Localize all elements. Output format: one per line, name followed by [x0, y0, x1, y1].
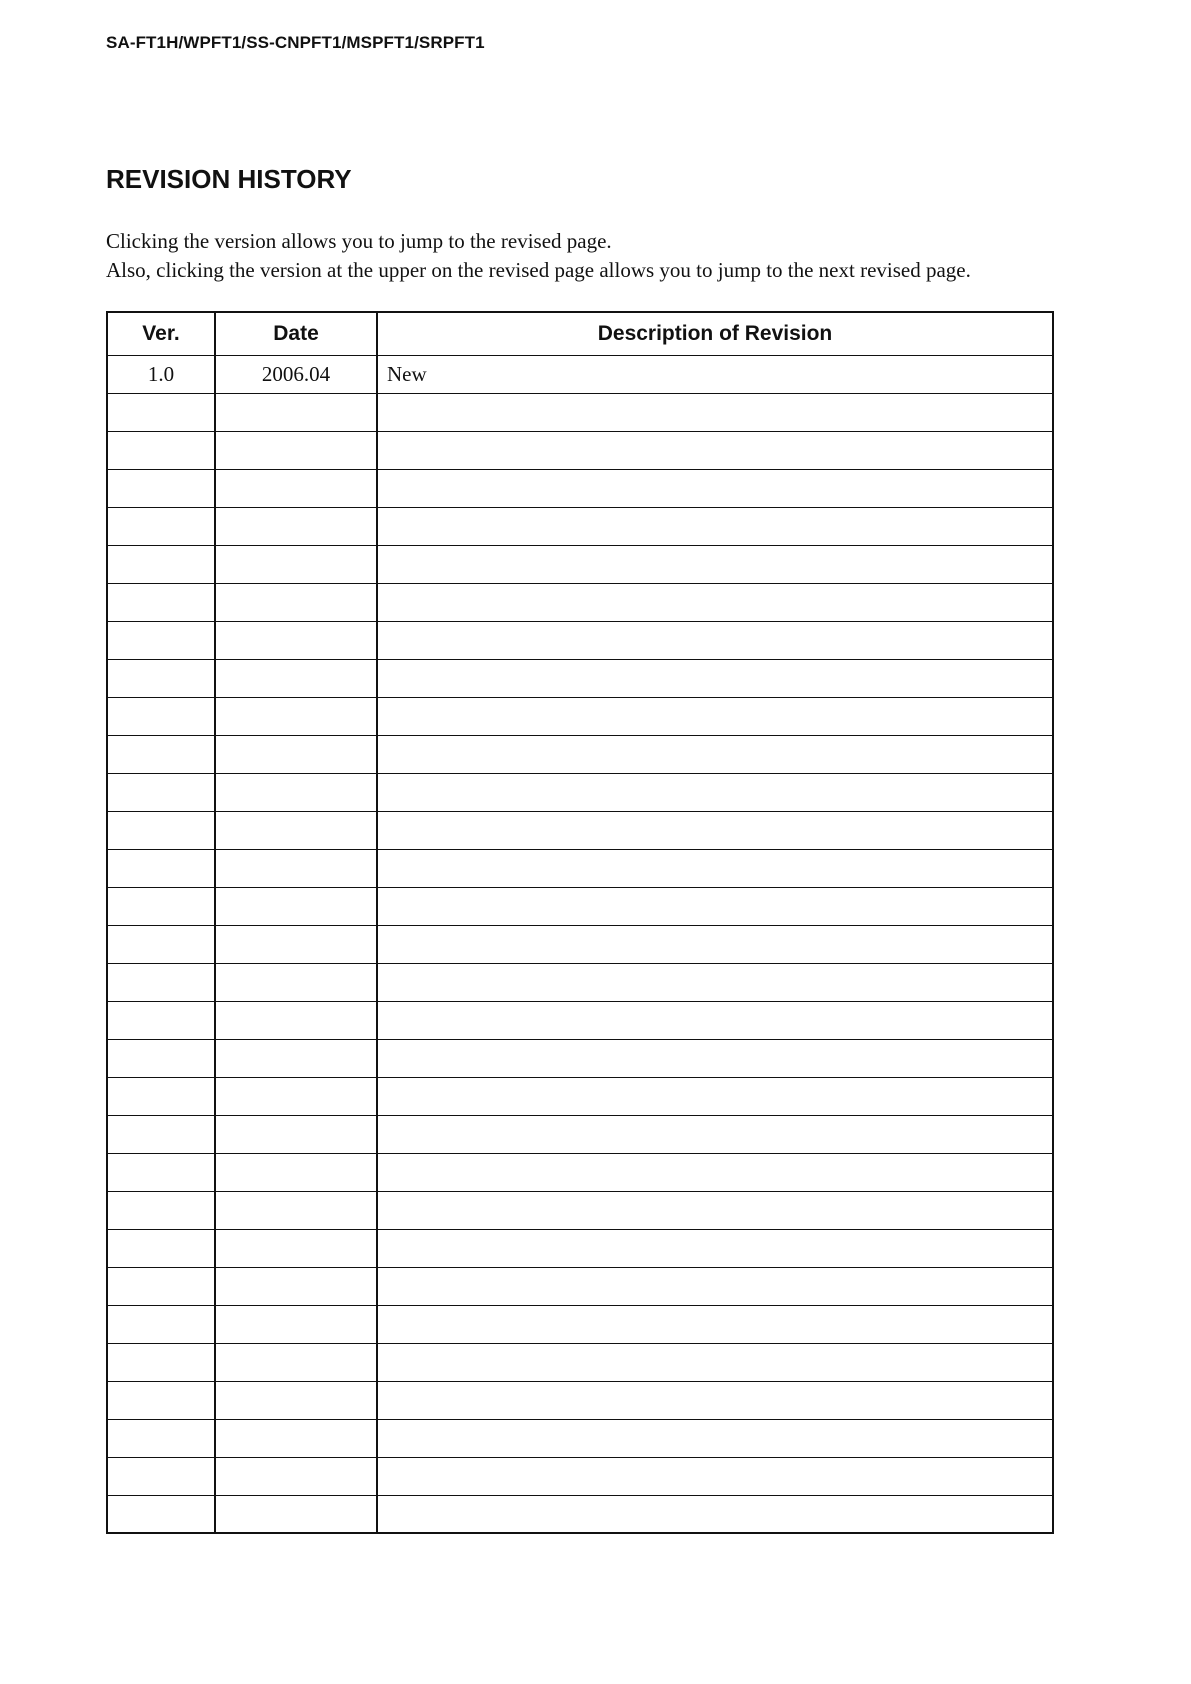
revision-date-cell	[215, 1381, 377, 1419]
revision-date-cell	[215, 925, 377, 963]
revision-date-cell	[215, 1115, 377, 1153]
revision-date-cell: 2006.04	[215, 355, 377, 393]
table-row	[107, 1419, 1053, 1457]
revision-version-cell[interactable]: 1.0	[107, 355, 215, 393]
revision-version-cell	[107, 1495, 215, 1533]
table-row	[107, 963, 1053, 1001]
table-header-row	[107, 312, 1053, 355]
column-header-ver: Ver.	[107, 312, 215, 355]
revision-description-cell	[377, 1457, 1053, 1495]
revision-version-cell	[107, 1153, 215, 1191]
revision-date-cell	[215, 735, 377, 773]
table-row	[107, 659, 1053, 697]
revision-description-cell	[377, 1267, 1053, 1305]
revision-date-cell	[215, 1191, 377, 1229]
revision-description-cell	[377, 1001, 1053, 1039]
revision-date-cell	[215, 849, 377, 887]
revision-description-cell	[377, 1381, 1053, 1419]
revision-version-cell	[107, 507, 215, 545]
table-row	[107, 545, 1053, 583]
revision-description-cell	[377, 621, 1053, 659]
table-row	[107, 925, 1053, 963]
revision-date-cell	[215, 1001, 377, 1039]
revision-version-cell	[107, 1039, 215, 1077]
revision-description-cell	[377, 1191, 1053, 1229]
revision-version-cell	[107, 811, 215, 849]
revision-version-cell	[107, 1191, 215, 1229]
revision-date-cell	[215, 1039, 377, 1077]
revision-description-cell	[377, 1419, 1053, 1457]
table-row	[107, 1001, 1053, 1039]
table-row	[107, 507, 1053, 545]
table-row	[107, 1229, 1053, 1267]
revision-version-cell	[107, 545, 215, 583]
revision-date-cell	[215, 1495, 377, 1533]
revision-date-cell	[215, 393, 377, 431]
revision-date-cell	[215, 697, 377, 735]
revision-version-cell	[107, 1267, 215, 1305]
column-header-date: Date	[215, 312, 377, 355]
revision-version-cell	[107, 1381, 215, 1419]
revision-version-cell	[107, 659, 215, 697]
revision-version-cell	[107, 1343, 215, 1381]
revision-version-cell	[107, 887, 215, 925]
revision-version-cell	[107, 1115, 215, 1153]
table-row	[107, 773, 1053, 811]
revision-description-cell	[377, 1115, 1053, 1153]
revision-description-cell	[377, 773, 1053, 811]
revision-date-cell	[215, 659, 377, 697]
revision-date-cell	[215, 507, 377, 545]
table-row	[107, 1267, 1053, 1305]
revision-description-cell	[377, 887, 1053, 925]
table-row	[107, 1381, 1053, 1419]
revision-date-cell	[215, 963, 377, 1001]
revision-version-cell	[107, 773, 215, 811]
table-row	[107, 621, 1053, 659]
revision-version-cell	[107, 1077, 215, 1115]
revision-date-cell	[215, 431, 377, 469]
revision-description-cell	[377, 1229, 1053, 1267]
revision-date-cell	[215, 1267, 377, 1305]
revision-date-cell	[215, 1457, 377, 1495]
table-row	[107, 1115, 1053, 1153]
revision-description-cell	[377, 1039, 1053, 1077]
table-row	[107, 1039, 1053, 1077]
model-number-header: SA-FT1H/WPFT1/SS-CNPFT1/MSPFT1/SRPFT1	[106, 33, 485, 52]
table-row	[107, 1457, 1053, 1495]
table-row	[107, 469, 1053, 507]
revision-description-cell	[377, 1305, 1053, 1343]
revision-date-cell	[215, 583, 377, 621]
table-row	[107, 1495, 1053, 1533]
revision-version-cell	[107, 697, 215, 735]
table-row	[107, 1305, 1053, 1343]
column-header-description: Description of Revision	[377, 312, 1053, 355]
revision-version-cell	[107, 583, 215, 621]
table-row	[107, 1343, 1053, 1381]
revision-description-cell	[377, 583, 1053, 621]
intro-line-2: Also, clicking the version at the upper on the revised page allows you to jump to the next revised page.	[106, 258, 971, 282]
revision-date-cell	[215, 621, 377, 659]
table-row	[107, 1077, 1053, 1115]
table-row	[107, 393, 1053, 431]
table-row	[107, 1191, 1053, 1229]
revision-version-cell	[107, 621, 215, 659]
table-row	[107, 849, 1053, 887]
revision-description-cell	[377, 507, 1053, 545]
revision-version-cell	[107, 1229, 215, 1267]
revision-description-cell	[377, 1153, 1053, 1191]
page-title: REVISION HISTORY	[106, 164, 352, 194]
revision-date-cell	[215, 1419, 377, 1457]
table-row	[107, 811, 1053, 849]
revision-version-cell	[107, 963, 215, 1001]
revision-description-cell	[377, 849, 1053, 887]
revision-description-cell	[377, 545, 1053, 583]
revision-date-cell	[215, 887, 377, 925]
revision-version-cell	[107, 1457, 215, 1495]
revision-version-cell	[107, 1419, 215, 1457]
revision-description-cell	[377, 735, 1053, 773]
revision-date-cell	[215, 545, 377, 583]
revision-table	[106, 311, 1054, 1534]
revision-version-cell	[107, 469, 215, 507]
revision-date-cell	[215, 1229, 377, 1267]
revision-description-cell	[377, 469, 1053, 507]
revision-rows	[107, 355, 1053, 1533]
table-row	[107, 697, 1053, 735]
revision-version-cell	[107, 925, 215, 963]
revision-date-cell	[215, 1305, 377, 1343]
revision-description-cell	[377, 393, 1053, 431]
revision-description-cell	[377, 431, 1053, 469]
revision-description-cell	[377, 1343, 1053, 1381]
revision-version-cell	[107, 735, 215, 773]
table-row	[107, 887, 1053, 925]
table-row	[107, 431, 1053, 469]
revision-version-cell	[107, 431, 215, 469]
revision-date-cell	[215, 811, 377, 849]
table-row	[107, 735, 1053, 773]
table-row	[107, 355, 1053, 393]
intro-text	[106, 227, 971, 285]
revision-description-cell	[377, 697, 1053, 735]
revision-date-cell	[215, 1153, 377, 1191]
revision-date-cell	[215, 1343, 377, 1381]
revision-description-cell	[377, 1495, 1053, 1533]
revision-version-cell	[107, 393, 215, 431]
revision-description-cell	[377, 659, 1053, 697]
revision-description-cell	[377, 1077, 1053, 1115]
revision-date-cell	[215, 1077, 377, 1115]
table-row	[107, 583, 1053, 621]
revision-version-cell	[107, 1305, 215, 1343]
revision-date-cell	[215, 469, 377, 507]
table-row	[107, 1153, 1053, 1191]
revision-description-cell: New	[377, 355, 1053, 393]
revision-description-cell	[377, 963, 1053, 1001]
revision-description-cell	[377, 925, 1053, 963]
revision-description-cell	[377, 811, 1053, 849]
revision-version-cell	[107, 849, 215, 887]
intro-line-1: Clicking the version allows you to jump to the revised page.	[106, 229, 612, 253]
revision-version-cell	[107, 1001, 215, 1039]
revision-date-cell	[215, 773, 377, 811]
